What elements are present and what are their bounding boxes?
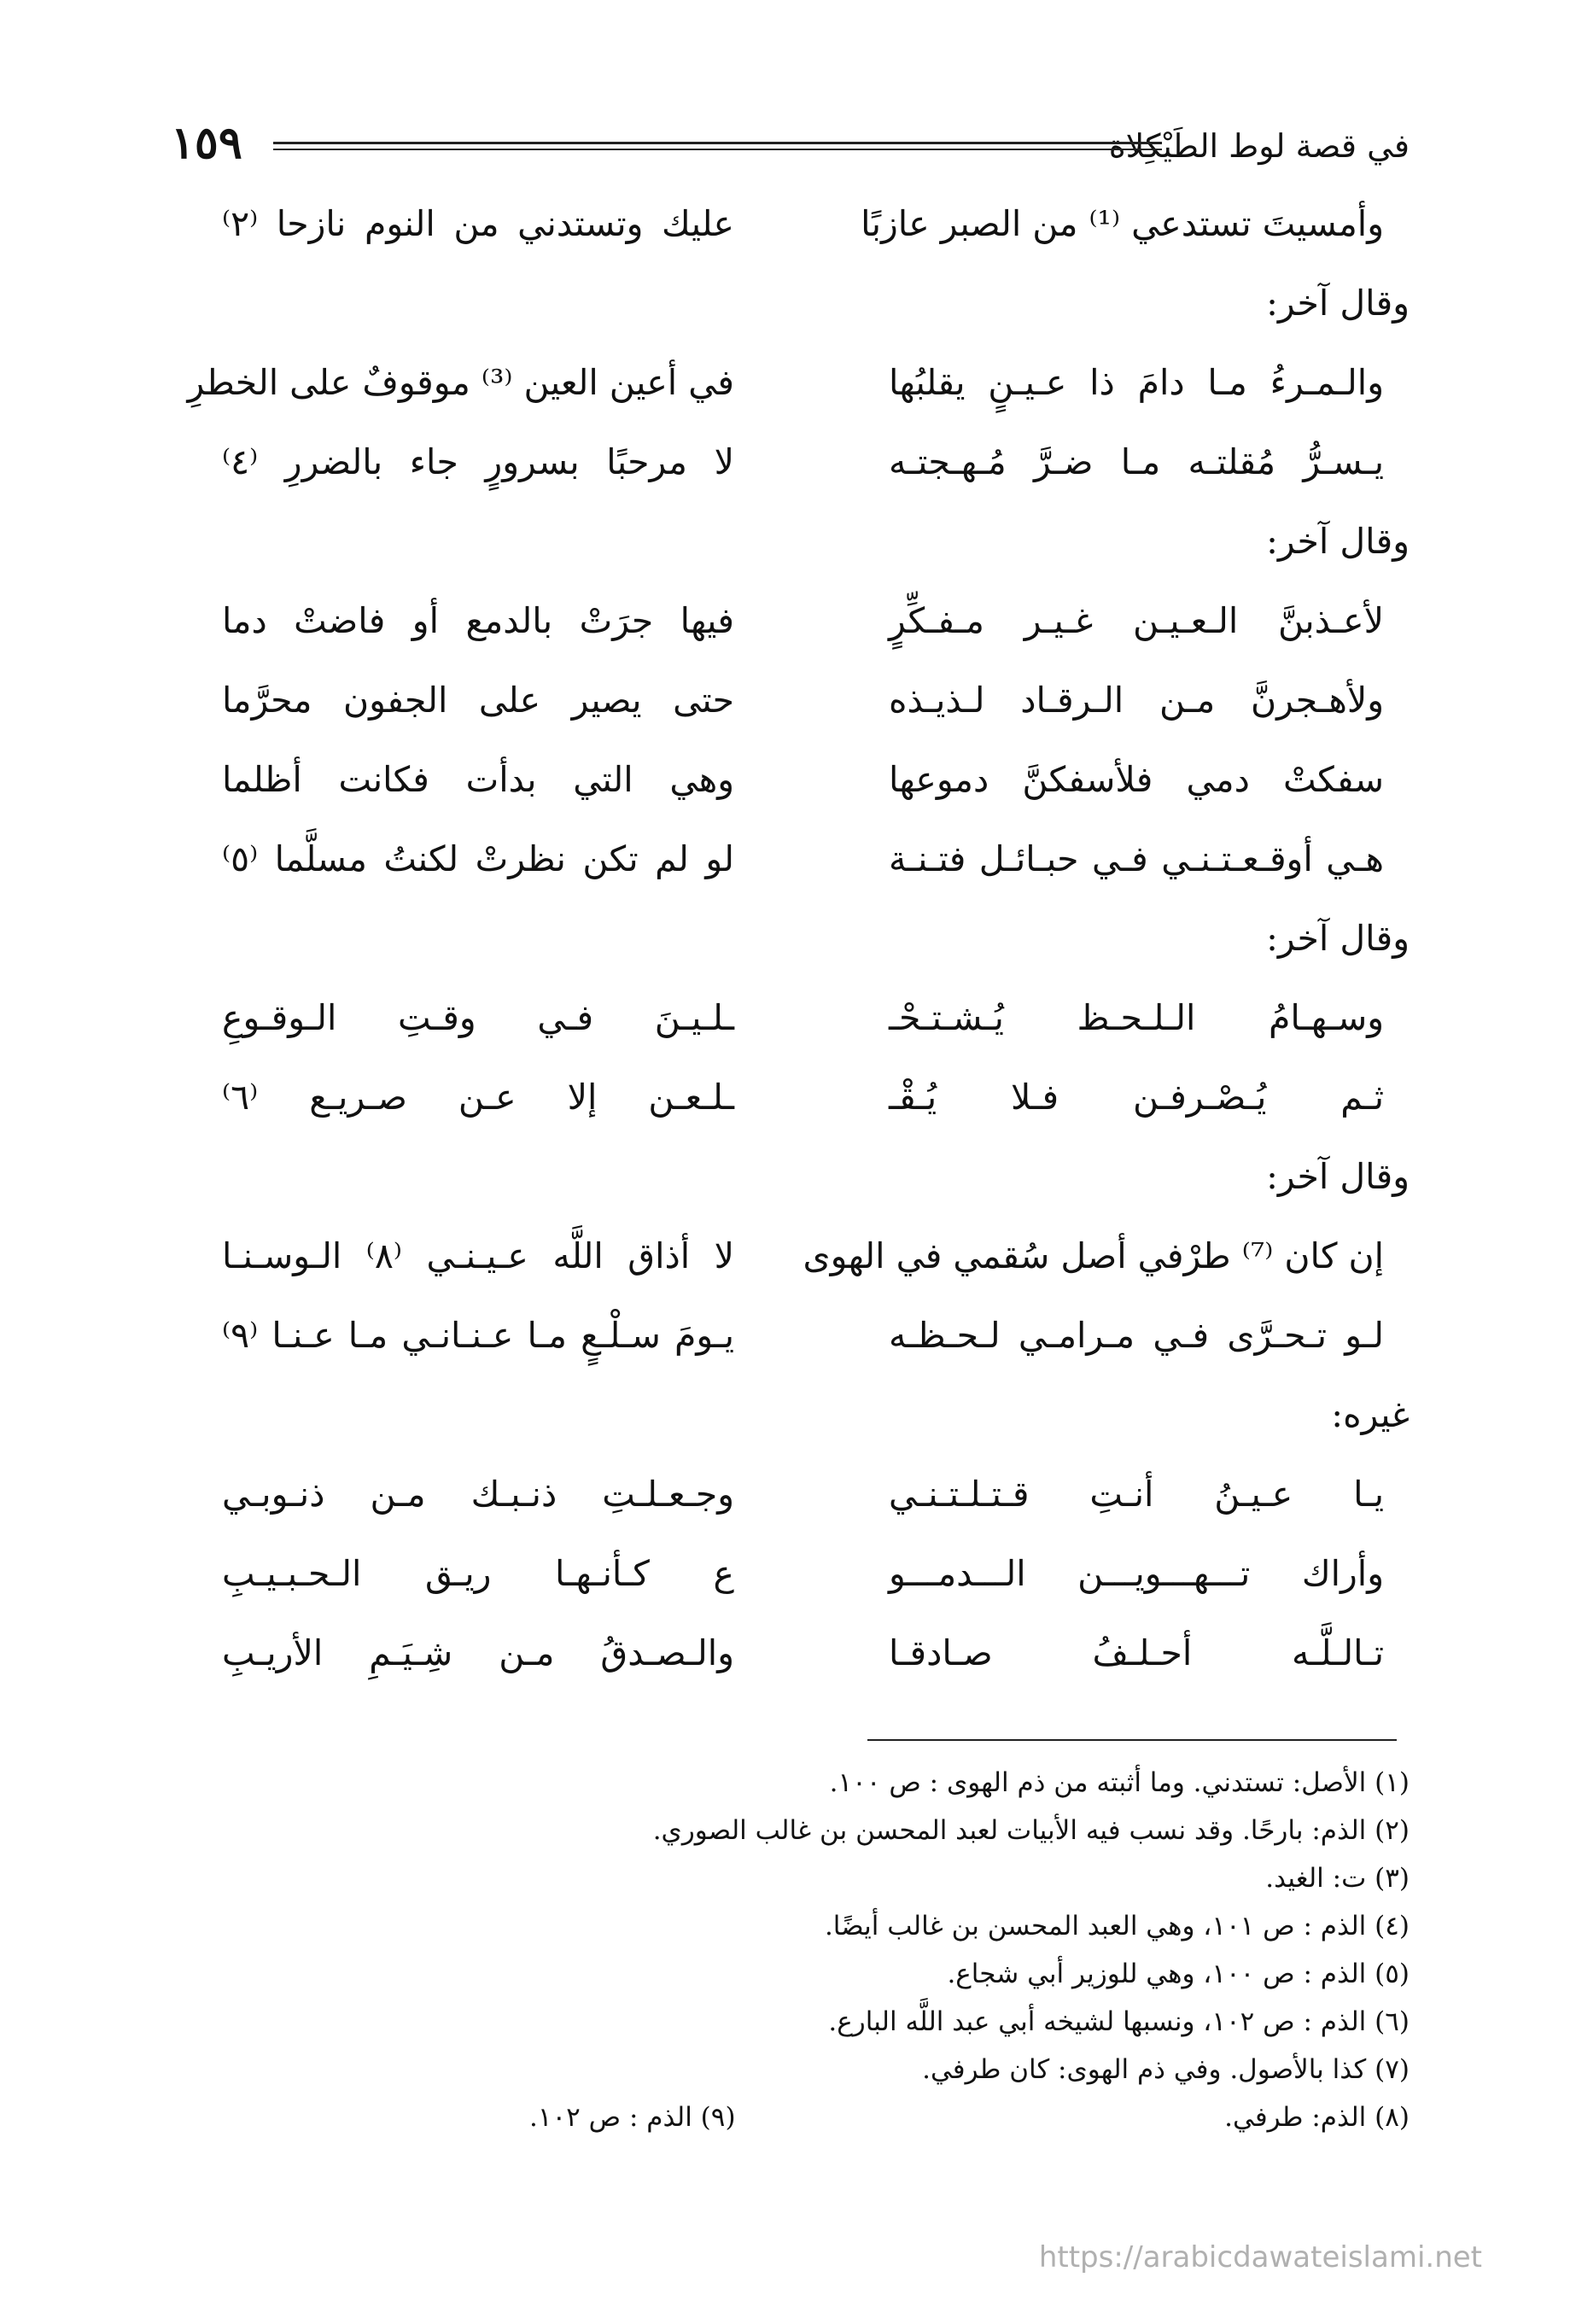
verse-line: [222, 982, 1410, 1061]
first-hemistich: ولأهـجرنَّ مـن الـرقـاد لـذيـذه: [889, 680, 1384, 721]
second-hemistich: وهي التي بدأت فكانت أظلما: [222, 759, 734, 800]
verse-line: [222, 1220, 1410, 1299]
verse-line: [222, 744, 1410, 823]
second-hemistich: ـلـيـنَ فـي وقـتِ الـوقـوعِ: [222, 997, 734, 1038]
verse-line: [222, 823, 1410, 902]
footnote-pair: [282, 2093, 1410, 2141]
intro-text: وقال آخر:: [1266, 521, 1410, 562]
running-title: في قصة لوط الطَيْكِلاة: [1108, 127, 1410, 165]
footnote: (٧) كذا بالأصول. وفي ذم الهوى: كان طرفي.: [922, 2054, 1410, 2085]
first-hemistich: تـالـلَّـه أحـلـفُ صـادقـا: [889, 1632, 1384, 1673]
first-hemistich: وأمسيتَ تستدعي ⁽¹⁾ من الصبر عازبًا: [861, 203, 1384, 244]
second-hemistich: والـصـدقُ مـن شِـيَـمِ الأريـبِ: [222, 1632, 734, 1673]
second-hemistich: لا مرحبًا بسرورٍ جاء بالضررِ ⁽٤⁾: [222, 441, 734, 482]
footnote: (٦) الذم : ص ١٠٢، ونسبها لشيخه أبي عبد اللَّه البارع.: [828, 2006, 1410, 2037]
header-rule: [273, 142, 1162, 150]
verse-line: [222, 188, 1410, 267]
intro-text: وقال آخر:: [1266, 1156, 1410, 1197]
first-hemistich: لأعـذبنَّ الـعـيـن غـيـر مـفـكِّرٍ: [889, 600, 1384, 641]
source-watermark: https://arabicdawateislami.net: [1038, 2240, 1482, 2274]
verse-line: [187, 347, 1410, 426]
footnote: (٤) الذم : ص ١٠١، وهي العبد المحسن بن غالب أيضًا.: [824, 1911, 1410, 1942]
poem-intro: [222, 505, 1410, 585]
verse-line: [222, 1617, 1410, 1696]
first-hemistich: هـي أوقـعـتـنـي فـي حبـائـل فتـنـة: [889, 838, 1384, 879]
first-hemistich: يـسـرُّ مُقلتـه مـا ضـرَّ مُـهـجتـه: [889, 441, 1384, 482]
poem-body: [187, 188, 1410, 1696]
verse-line: [222, 1538, 1410, 1617]
verse-line: [222, 426, 1410, 505]
second-hemistich: ع كـأنـهـا ريـق الـحـبـيـبِ: [222, 1553, 734, 1594]
second-hemistich: فيها جرَتْ بالدمع أو فاضتْ دما: [222, 600, 734, 641]
footnote: (٣) ت: الغيد.: [1265, 1863, 1410, 1894]
verse-line: [222, 664, 1410, 744]
verse-line: [222, 1458, 1410, 1538]
second-hemistich: عليك وتستدني من النوم نازحا ⁽٢⁾: [222, 203, 734, 244]
second-hemistich: لو لم تكن نظرتْ لكنتُ مسلَّما ⁽٥⁾: [222, 838, 734, 879]
poem-intro: [222, 1141, 1410, 1220]
verse-line: [222, 1061, 1410, 1141]
footnote: (٩) الذم : ص ١٠٢.: [529, 2102, 736, 2133]
first-hemistich: والـمـرءُ مـا دامَ ذا عـيـنٍ يقلبُها: [889, 362, 1384, 403]
verse-line: [222, 1299, 1410, 1379]
second-hemistich: يـومَ سـلْـعٍ مـا عـنـانـي مـا عـنـا ⁽٩⁾: [222, 1315, 734, 1356]
first-hemistich: إن كان ⁽⁷⁾ طرْفي أصل سُقمي في الهوى: [803, 1235, 1384, 1276]
second-hemistich: لا أذاق اللَّه عـيـنـي ⁽٨⁾ الـوسـنـا: [222, 1235, 734, 1276]
second-hemistich: في أعين العين ⁽³⁾ موقوفٌ على الخطرِ: [187, 362, 734, 403]
poem-intro: [222, 902, 1410, 982]
footnote: (١) الأصل: تستدني. وما أثبته من ذم الهوى : ص ١٠٠.: [829, 1767, 1410, 1798]
intro-text: غيره:: [1331, 1394, 1410, 1435]
footnote-separator: [867, 1739, 1397, 1741]
intro-text: وقال آخر:: [1266, 918, 1410, 959]
second-hemistich: ـلـعـن إلا عـن صـريـع ⁽٦⁾: [222, 1077, 734, 1118]
verse-line: [222, 585, 1410, 664]
poem-intro: [222, 267, 1410, 347]
first-hemistich: يـا عـيـنُ أنـتِ قـتـلـتـنـي: [889, 1474, 1384, 1515]
first-hemistich: لـو تـحـرَّى فـي مـرامـي لـحـظـه: [889, 1315, 1384, 1356]
intro-text: وقال آخر:: [1266, 283, 1410, 324]
footnote: (٥) الذم : ص ١٠٠، وهي للوزير أبي شجاع.: [947, 1959, 1410, 1989]
second-hemistich: حتى يصير على الجفون محرَّما: [222, 680, 734, 721]
first-hemistich: وسـهـامُ الـلـحـظ يُـشـتـحْـ: [889, 997, 1384, 1038]
page-header: [171, 117, 1410, 179]
footnote: (٢) الذم: بارحًا. وقد نسب فيه الأبيات لعبد المحسن بن غالب الصوري.: [652, 1815, 1410, 1846]
poem-intro: [222, 1379, 1410, 1458]
footnote: (٨) الذم: طرفي.: [1224, 2102, 1410, 2133]
second-hemistich: وجـعـلـتِ ذنـبـك مـن ذنـوبـي: [222, 1474, 734, 1515]
footnotes: [282, 1759, 1410, 2141]
first-hemistich: سفكتْ دمي فلأسفكنَّ دموعها: [889, 759, 1384, 800]
first-hemistich: وأراك تـــهـــويـــن الـــدمـــو: [889, 1553, 1384, 1594]
first-hemistich: ثـم يُـصْـرفـن فـلا يُـقْـ: [889, 1077, 1384, 1118]
page-number: ١٥٩: [171, 117, 242, 169]
